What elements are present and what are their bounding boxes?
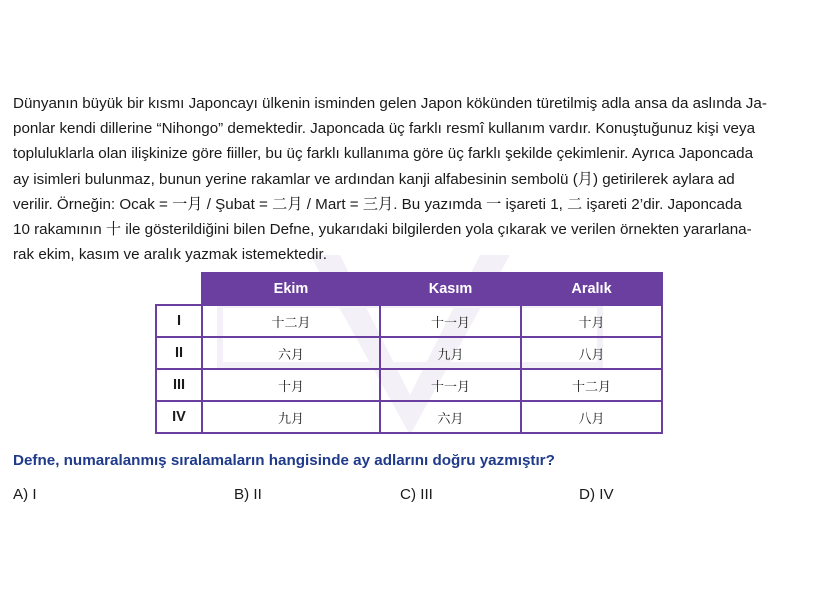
- table-cell: 十月: [202, 369, 380, 401]
- table-cell: 十月: [521, 305, 662, 337]
- table-row: [156, 369, 662, 401]
- month-table: [155, 272, 663, 434]
- table-cell: 十二月: [202, 305, 380, 337]
- table-cell: 六月: [202, 337, 380, 369]
- table-cell: 八月: [521, 337, 662, 369]
- option-d[interactable]: D) IV: [579, 486, 614, 503]
- header-ekim: Ekim: [202, 273, 380, 305]
- passage-line: ay isimleri bulunmaz, bunun yerine rakamlar ve ardından kanji alfabesinin sembolü (月) getirilerek aylara ad: [13, 170, 735, 188]
- table-cell: 十二月: [521, 369, 662, 401]
- passage-line: 10 rakamının 十 ile gösterildiğini bilen Defne, yukarıdaki bilgilerden yola çıkarak ve verilen örnekten yararlana-: [13, 221, 752, 239]
- table-row: [156, 305, 662, 337]
- passage-line: Dünyanın büyük bir kısmı Japoncayı ülkenin isminden gelen Japon kökünden türetilmiş adla ansa da aslında Ja-: [13, 95, 767, 112]
- row-label: III: [156, 369, 202, 401]
- passage-line: rak ekim, kasım ve aralık yazmak istemektedir.: [13, 246, 327, 264]
- passage-line: ponlar kendi dillerine “Nihongo” demektedir. Japoncada üç farklı resmî kullanım vardır. Konuştuğunuz kişi veya: [13, 120, 756, 138]
- header-aralik: Aralık: [521, 273, 662, 305]
- table-corner: [156, 273, 202, 305]
- table-row: [156, 401, 662, 433]
- table-cell: 九月: [202, 401, 380, 433]
- passage-line: topluluklarla olan ilişkinize göre fiiller, bu üç farklı kullanıma göre üç farklı şekilde çekimlenir. Ayrıca Japoncada: [13, 145, 754, 163]
- table-cell: 六月: [380, 401, 521, 433]
- table-cell: 八月: [521, 401, 662, 433]
- row-label: IV: [156, 401, 202, 433]
- passage-text: [13, 91, 828, 267]
- table-cell: 十一月: [380, 369, 521, 401]
- row-label: II: [156, 337, 202, 369]
- option-a[interactable]: A) I: [13, 486, 37, 503]
- header-kasim: Kasım: [380, 273, 521, 305]
- option-b[interactable]: B) II: [234, 486, 262, 503]
- question-text: Defne, numaralanmış sıralamaların hangisinde ay adlarını doğru yazmıştır?: [13, 452, 555, 469]
- passage-line: verilir. Örneğin: Ocak = 一月 / Şubat = 二月 / Mart = 三月. Bu yazımda 一 işareti 1, 二 işareti 2’dir. Japoncada: [13, 195, 742, 213]
- table-header-row: [156, 273, 662, 305]
- table-cell: 九月: [380, 337, 521, 369]
- row-label: I: [156, 305, 202, 337]
- table-row: [156, 337, 662, 369]
- table-cell: 十一月: [380, 305, 521, 337]
- option-c[interactable]: C) III: [400, 486, 433, 503]
